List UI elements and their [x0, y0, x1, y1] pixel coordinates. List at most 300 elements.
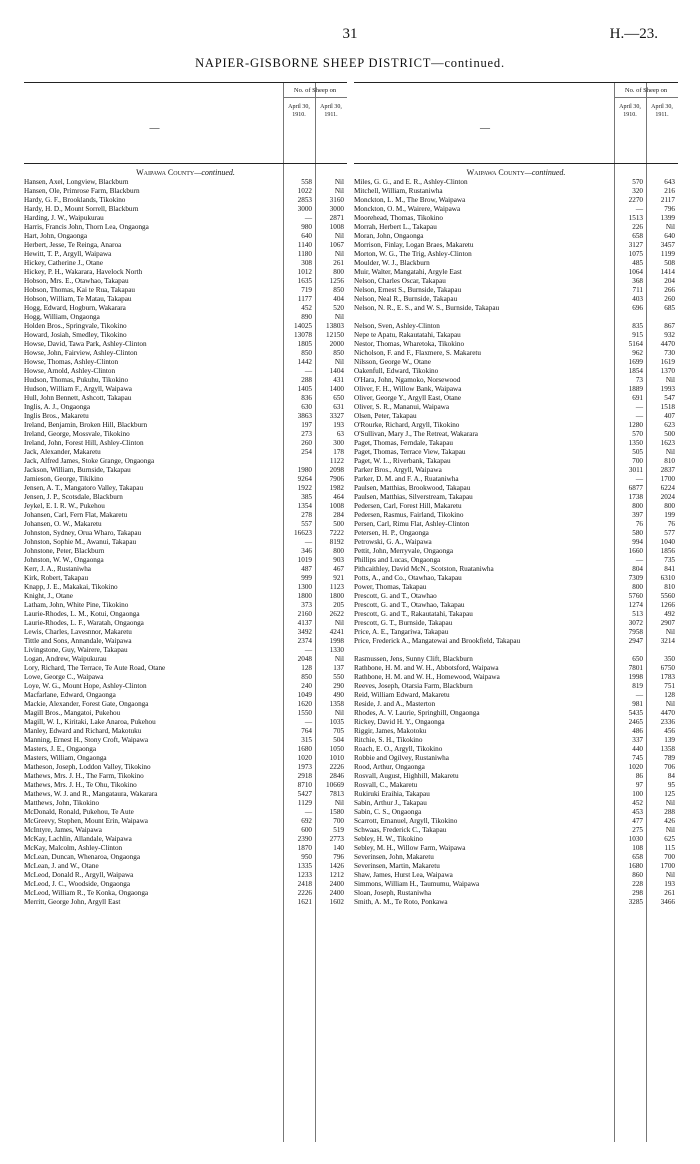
sheep-1911: Nil: [665, 376, 675, 384]
sheep-1911: 685: [664, 304, 675, 312]
table-row: [354, 412, 678, 421]
table-row: [354, 349, 678, 358]
table-row: [354, 403, 678, 412]
sheep-1911: 1400: [329, 385, 344, 393]
sheep-1910: 835: [632, 322, 643, 330]
sheep-1911: 288: [664, 808, 675, 816]
table-row: [354, 628, 678, 637]
table-row: [354, 259, 678, 268]
sheep-1911: 300: [333, 439, 344, 447]
sheep-1911: Nil: [334, 187, 344, 195]
owner-name: Petersen, H. P., Ongaonga: [354, 529, 429, 537]
sheep-1910: 337: [632, 736, 643, 744]
county-heading: [24, 168, 347, 178]
table-row: [24, 547, 347, 556]
table-row: [354, 592, 678, 601]
table-row: [24, 799, 347, 808]
sheep-1911: 3457: [660, 241, 675, 249]
header-dash: —: [480, 123, 490, 134]
table-row: [354, 385, 678, 394]
sheep-1910: 4137: [297, 619, 312, 627]
sheep-1910: 1922: [297, 484, 312, 492]
owner-name: Monckton, O. M., Wairere, Waipawa: [354, 205, 461, 213]
table-row: [24, 781, 347, 790]
sheep-1910: 1998: [628, 673, 643, 681]
owner-name: Hull, John Bennett, Ashcott, Takapau: [24, 394, 132, 402]
table-row: [354, 367, 678, 376]
table-row: [24, 790, 347, 799]
table-row: [24, 313, 347, 322]
owner-name: Severinsen, John, Makaretu: [354, 853, 434, 861]
sheep-1910: 700: [632, 457, 643, 465]
sheep-1910: —: [304, 538, 312, 546]
owner-name: Mitchell, William, Rustaniwha: [354, 187, 443, 195]
sheep-1911: 8192: [329, 538, 344, 546]
owner-name: Nelson, N. R., E. S., and W. S., Burnside, Takapau: [354, 304, 500, 312]
sheep-1910: 273: [301, 430, 312, 438]
owner-name: Sloan, Joseph, Rustaniwha: [354, 889, 432, 897]
table-row: [354, 700, 678, 709]
table-row: [354, 340, 678, 349]
sheep-1911: 1998: [329, 637, 344, 645]
table-row: [354, 556, 678, 565]
owner-name: Johnston, Sydney, Orua Wharo, Takapau: [24, 529, 142, 537]
owner-name: Olsen, Peter, Takapau: [354, 412, 417, 420]
table-row: [24, 637, 347, 646]
owner-name: Nicholson, F. and F., Flaxmere, S. Makaretu: [354, 349, 482, 357]
sheep-1911: 1123: [329, 583, 344, 591]
table-row: [354, 214, 678, 223]
table-row: [24, 628, 347, 637]
table-row: [24, 187, 347, 196]
owner-name: Ireland, John, Forest Hill, Ashley-Clinton: [24, 439, 144, 447]
sheep-1910: 308: [301, 259, 312, 267]
owner-name: Moorehead, Thomas, Tikokino: [354, 214, 443, 222]
sheep-1910: 108: [632, 844, 643, 852]
owner-name: Rathbone, H. M. and W. H., Homewood, Waipawa: [354, 673, 500, 681]
sheep-1910: 962: [632, 349, 643, 357]
owner-name: Magill Bros., Mangatoi, Pukehou: [24, 709, 121, 717]
sheep-1910: 86: [635, 772, 643, 780]
owner-name: Sabin, C. S., Ongaonga: [354, 808, 422, 816]
sheep-1911: 1700: [660, 475, 675, 483]
sheep-1911: 625: [664, 835, 675, 843]
owner-name: Kirk, Robert, Takapau: [24, 574, 89, 582]
owner-name: Logan, Andrew, Waipukurau: [24, 655, 107, 663]
sheep-1910: 1030: [628, 835, 643, 843]
sheep-1910: 764: [301, 727, 312, 735]
sheep-1910: 97: [635, 781, 643, 789]
owner-name: Hardy, G. F., Brooklands, Tikokino: [24, 196, 126, 204]
table-row: [24, 736, 347, 745]
sheep-1911: 193: [664, 880, 675, 888]
county-suffix: —continued.: [194, 168, 235, 177]
owner-name: Sebley, H. W., Tikokino: [354, 835, 423, 843]
table-row: [354, 187, 678, 196]
sheep-1910: 1233: [297, 871, 312, 879]
sheep-1910: 658: [632, 853, 643, 861]
sheep-1911: 1212: [329, 871, 344, 879]
table-row: [354, 547, 678, 556]
sheep-1911: 140: [333, 844, 344, 852]
table-row: [24, 340, 347, 349]
sheep-1910: —: [635, 412, 643, 420]
owner-name: Price, Frederick A., Mangatewai and Brookfield, Takapau: [354, 637, 521, 645]
sheep-1911: 1256: [329, 277, 344, 285]
sheep-1911: 2871: [329, 214, 344, 222]
owner-name: Paget, Thomas, Terrace View, Takapau: [354, 448, 466, 456]
sheep-1910: 981: [632, 700, 643, 708]
sheep-1910: 650: [632, 655, 643, 663]
owner-name: Manning, Ernest H., Stony Croft, Waipawa: [24, 736, 149, 744]
table-row: [354, 736, 678, 745]
table-row: [354, 853, 678, 862]
owner-name: Hudson, William F., Argyll, Waipawa: [24, 385, 132, 393]
owner-name: Hudson, Thomas, Pukuhu, Tikokino: [24, 376, 129, 384]
sheep-1910: 980: [301, 223, 312, 231]
owner-name: Ireland, Benjamin, Broken Hill, Blackburn: [24, 421, 148, 429]
owner-name: Riggir, James, Makotoku: [354, 727, 427, 735]
owner-name: Masters, J. E., Ongaonga: [24, 745, 97, 753]
owner-name: Lewis, Charles, Lavesnnor, Makaretu: [24, 628, 132, 636]
owner-name: Morrison, Finlay, Logan Braes, Makaretu: [354, 241, 474, 249]
sheep-1910: 658: [632, 232, 643, 240]
owner-name: Lowe, George C., Waipawa: [24, 673, 104, 681]
table-row: [24, 592, 347, 601]
sheep-1911: 789: [664, 754, 675, 762]
table-row: [24, 403, 347, 412]
table-row: [354, 322, 678, 331]
owner-name: McGreevy, Stephen, Mount Erin, Waipawa: [24, 817, 148, 825]
owner-name: Pithcaithley, David McN., Scotston, Ruataniwha: [354, 565, 494, 573]
table-row: [24, 565, 347, 574]
owner-name: Johansen, Carl, Fern Flat, Makaretu: [24, 511, 128, 519]
owner-name: Power, Thomas, Takapau: [354, 583, 427, 591]
table-row: [354, 502, 678, 511]
sheep-1911: 6310: [660, 574, 675, 582]
sheep-1911: 841: [664, 565, 675, 573]
sheep-1911: 84: [667, 772, 675, 780]
sheep-1910: 9264: [297, 475, 312, 483]
sheep-1910: —: [304, 718, 312, 726]
owner-name: Pedersen, Carl, Forest Hill, Makaretu: [354, 502, 462, 510]
owner-name: Hickey, Catherine J., Otane: [24, 259, 103, 267]
sheep-1910: 819: [632, 682, 643, 690]
sheep-1910: 453: [632, 808, 643, 816]
owner-name: Hobson, Thomas, Kai te Rua, Takapau: [24, 286, 136, 294]
table-row: [24, 718, 347, 727]
sheep-1911: 796: [333, 853, 344, 861]
owner-name: Howse, John, Fairview, Ashley-Clinton: [24, 349, 138, 357]
owner-name: O'Sullivan, Mary J., The Retreat, Wakarara: [354, 430, 478, 438]
owner-name: Tittle and Sons, Annandale, Waipawa: [24, 637, 132, 645]
table-row: [354, 421, 678, 430]
sheep-1910: 1550: [297, 709, 312, 717]
sheep-1910: 800: [632, 583, 643, 591]
sheep-1910: 452: [301, 304, 312, 312]
owner-name: Hewitt, T. P., Argyll, Waipawa: [24, 250, 112, 258]
sheep-1910: 994: [632, 538, 643, 546]
owner-name: Jamieson, George, Tikikino: [24, 475, 104, 483]
sheep-1911: 2773: [329, 835, 344, 843]
sheep-1910: 477: [632, 817, 643, 825]
sheep-1911: 700: [664, 853, 675, 861]
owner-name: Nelson, Sven, Ashley-Clinton: [354, 322, 440, 330]
sheep-1910: 1889: [628, 385, 643, 393]
sheep-1910: 570: [632, 430, 643, 438]
sheep-1911: 800: [333, 547, 344, 555]
table-row: [24, 286, 347, 295]
table-row: [354, 601, 678, 610]
table-row: [354, 538, 678, 547]
sheep-1910: 1442: [297, 358, 312, 366]
sheep-1911: 867: [664, 322, 675, 330]
table-row: [24, 862, 347, 871]
sheep-1911: 850: [333, 286, 344, 294]
sheep-1911: 204: [664, 277, 675, 285]
owner-name: Muir, Walter, Mangatahi, Argyle East: [354, 268, 462, 276]
sheep-1911: 650: [333, 394, 344, 402]
sheep-1910: 7958: [628, 628, 643, 636]
sheep-1910: 3863: [297, 412, 312, 420]
owner-name: Pedersen, Rasmus, Fairland, Tikokino: [354, 511, 464, 519]
sheep-1910: 5427: [297, 790, 312, 798]
owner-name: Merritt, George John, Argyll East: [24, 898, 121, 906]
sheep-1910: 1300: [297, 583, 312, 591]
table-row: [354, 709, 678, 718]
owner-name: Paget, W. L., Riverbank, Takapau: [354, 457, 451, 465]
sheep-1911: 1993: [660, 385, 675, 393]
owner-name: Mathews, Mrs. J. H., The Farm, Tikokino: [24, 772, 144, 780]
sheep-1910: 2160: [297, 610, 312, 618]
sheep-1911: 3327: [329, 412, 344, 420]
table-row: [354, 718, 678, 727]
table-row: [354, 772, 678, 781]
sheep-1911: Nil: [665, 871, 675, 879]
sheep-1910: 397: [632, 511, 643, 519]
sheep-1911: 1035: [329, 718, 344, 726]
sheep-1911: 1856: [660, 547, 675, 555]
sheep-1910: 1012: [297, 268, 312, 276]
sheep-1910: 278: [301, 511, 312, 519]
owner-name: Rickey, David H. Y., Ongaonga: [354, 718, 445, 726]
table-row: [24, 502, 347, 511]
sheep-1911: 2024: [660, 493, 675, 501]
owner-name: Nelson, Neal R., Burnside, Takapau: [354, 295, 458, 303]
table-row: [354, 763, 678, 772]
sheep-1911: 7813: [329, 790, 344, 798]
sheep-1911: 3000: [329, 205, 344, 213]
sheep-1910: 2226: [297, 889, 312, 897]
sheep-1910: 1022: [297, 187, 312, 195]
owner-name: Potts, A., and Co., Otawhao, Takapau: [354, 574, 462, 582]
owner-name: Johansen, O. W., Makaretu: [24, 520, 102, 528]
table-row: [24, 511, 347, 520]
sheep-1911: 456: [664, 727, 675, 735]
sheep-1910: 315: [301, 736, 312, 744]
sheep-1910: 1513: [628, 214, 643, 222]
sheep-1911: 137: [333, 664, 344, 672]
sheep-1911: 125: [664, 790, 675, 798]
table-row: [354, 673, 678, 682]
sheep-1911: 2000: [329, 340, 344, 348]
table-row: [24, 844, 347, 853]
sheep-1910: 7309: [628, 574, 643, 582]
sheep-1911: Nil: [334, 655, 344, 663]
sheep-1910: 3285: [628, 898, 643, 906]
owner-name: Knapp, J. E., Makakai, Tikokino: [24, 583, 118, 591]
owner-name: Rhodes, A. V. Laurie, Springhill, Ongaonga: [354, 709, 480, 717]
sheep-1910: 1680: [297, 745, 312, 753]
sheep-1910: 385: [301, 493, 312, 501]
sheep-1910: —: [304, 367, 312, 375]
sheep-1911: 1580: [329, 808, 344, 816]
sheep-1911: 260: [664, 295, 675, 303]
sheep-1911: 2622: [329, 610, 344, 618]
owner-name: Moran, John, Ongaonga: [354, 232, 424, 240]
table-row: [354, 439, 678, 448]
sheep-1911: 266: [664, 286, 675, 294]
table-row: [354, 511, 678, 520]
table-row: [354, 799, 678, 808]
sheep-1911: 1122: [329, 457, 344, 465]
owner-name: Hart, John, Ongaonga: [24, 232, 88, 240]
sheep-1910: 580: [632, 529, 643, 537]
table-row: [24, 412, 347, 421]
sheep-1911: 6224: [660, 484, 675, 492]
sheep-1911: 1010: [329, 754, 344, 762]
sheep-1911: Nil: [665, 826, 675, 834]
sheep-1910: 1699: [628, 358, 643, 366]
owner-name: Lory, Richard, The Terrace, Te Aute Road, Otane: [24, 664, 166, 672]
table-row: [354, 232, 678, 241]
sheep-1911: 1266: [660, 601, 675, 609]
owner-name: Monckton, L. M., The Brow, Waipawa: [354, 196, 466, 204]
sheep-1911: 631: [333, 403, 344, 411]
sheep-1911: 2336: [660, 718, 675, 726]
sheep-1911: 1008: [329, 502, 344, 510]
owner-name: McIntyre, James, Waipawa: [24, 826, 102, 834]
sheep-1911: 5560: [660, 592, 675, 600]
sheep-1911: 623: [664, 421, 675, 429]
table-row: [354, 871, 678, 880]
owner-name: McLean, Duncan, Whenaroa, Ongaonga: [24, 853, 141, 861]
owner-name: Sebley, M. H., Willow Farm, Waipawa: [354, 844, 466, 852]
table-row: [354, 817, 678, 826]
sheep-1910: 128: [301, 664, 312, 672]
sheep-1910: 1738: [628, 493, 643, 501]
sheep-1910: 719: [301, 286, 312, 294]
owner-name: Paulsen, Matthias, Brookwood, Takapau: [354, 484, 471, 492]
sheep-1910: 691: [632, 394, 643, 402]
table-row: [24, 466, 347, 475]
owner-name: Jackson, William, Burnside, Takapau: [24, 466, 131, 474]
owner-name: Rosvall, August, Highhill, Makaretu: [354, 772, 459, 780]
sheep-1910: 1075: [628, 250, 643, 258]
sheep-1911: 7222: [329, 529, 344, 537]
sheep-1911: 1067: [329, 241, 344, 249]
table-row: [354, 286, 678, 295]
table-header: [354, 82, 678, 164]
sheep-1910: 890: [301, 313, 312, 321]
sheep-1911: 700: [333, 817, 344, 825]
sheep-1910: 8710: [297, 781, 312, 789]
sheep-1911: Nil: [334, 619, 344, 627]
owner-name: Price, A. E., Tangariwa, Takapau: [354, 628, 449, 636]
sheep-1911: 1800: [329, 592, 344, 600]
owner-name: Rasmussen, Jens, Sunny Clift, Blackburn: [354, 655, 473, 663]
table-row: [24, 880, 347, 889]
sheep-1911: 547: [664, 394, 675, 402]
sheep-1911: 1602: [329, 898, 344, 906]
table-row: [24, 430, 347, 439]
table-row: [24, 538, 347, 547]
table-row: [24, 457, 347, 466]
sheep-1911: 1008: [329, 223, 344, 231]
sheep-1911: 199: [664, 511, 675, 519]
sheep-1910: 630: [301, 403, 312, 411]
table-row: [24, 421, 347, 430]
county-name: Waipawa County: [136, 168, 195, 177]
table-row: [24, 826, 347, 835]
table-row: [24, 556, 347, 565]
sheep-1910: —: [635, 403, 643, 411]
sheep-1910: 275: [632, 826, 643, 834]
owner-name: Matheson, Joseph, Loddon Valley, Tikokino: [24, 763, 151, 771]
sheep-1911: 464: [333, 493, 344, 501]
table-row: [354, 844, 678, 853]
table-row: [24, 619, 347, 628]
table-row: [24, 610, 347, 619]
sheep-1911: 550: [333, 673, 344, 681]
sheep-1911: 12150: [326, 331, 344, 339]
owner-name: Rathbone, H. M. and W. H., Abbotsford, Waipawa: [354, 664, 499, 672]
table-row: [354, 583, 678, 592]
sheep-1911: 4470: [660, 340, 675, 348]
sheep-1911: Nil: [665, 223, 675, 231]
table-row: [24, 259, 347, 268]
table-row: [24, 178, 347, 187]
sheep-1911: 63: [336, 430, 344, 438]
sheep-1910: 640: [301, 232, 312, 240]
sheep-1911: Nil: [334, 709, 344, 717]
table-row: [24, 664, 347, 673]
owner-name: Smith, A. M., Te Roto, Ponkawa: [354, 898, 448, 906]
table-row: [24, 322, 347, 331]
sheep-1910: 5164: [628, 340, 643, 348]
sheep-1911: 404: [333, 295, 344, 303]
sheep-1910: 600: [301, 826, 312, 834]
sheep-1911: Nil: [665, 799, 675, 807]
sheep-1910: 6877: [628, 484, 643, 492]
table-row: [24, 682, 347, 691]
sheep-1910: 950: [301, 853, 312, 861]
owner-name: Nelson, Ernest S., Burnside, Takapau: [354, 286, 462, 294]
sheep-1910: 298: [632, 889, 643, 897]
header-dash: —: [149, 123, 160, 134]
owner-name: Ireland, George, Mossvale, Tikokino: [24, 430, 130, 438]
owner-name: Hansen, Ole, Primrose Farm, Blackburn: [24, 187, 140, 195]
table-row: [24, 898, 347, 907]
sheep-1911: 903: [333, 556, 344, 564]
sheep-1911: 2907: [660, 619, 675, 627]
sheep-1910: 513: [632, 610, 643, 618]
owner-name: Rosvall, C., Makaretu: [354, 781, 418, 789]
sheep-1911: 205: [333, 601, 344, 609]
sheep-1910: 1620: [297, 700, 312, 708]
table-row: [24, 331, 347, 340]
sheep-1910: 1621: [297, 898, 312, 906]
